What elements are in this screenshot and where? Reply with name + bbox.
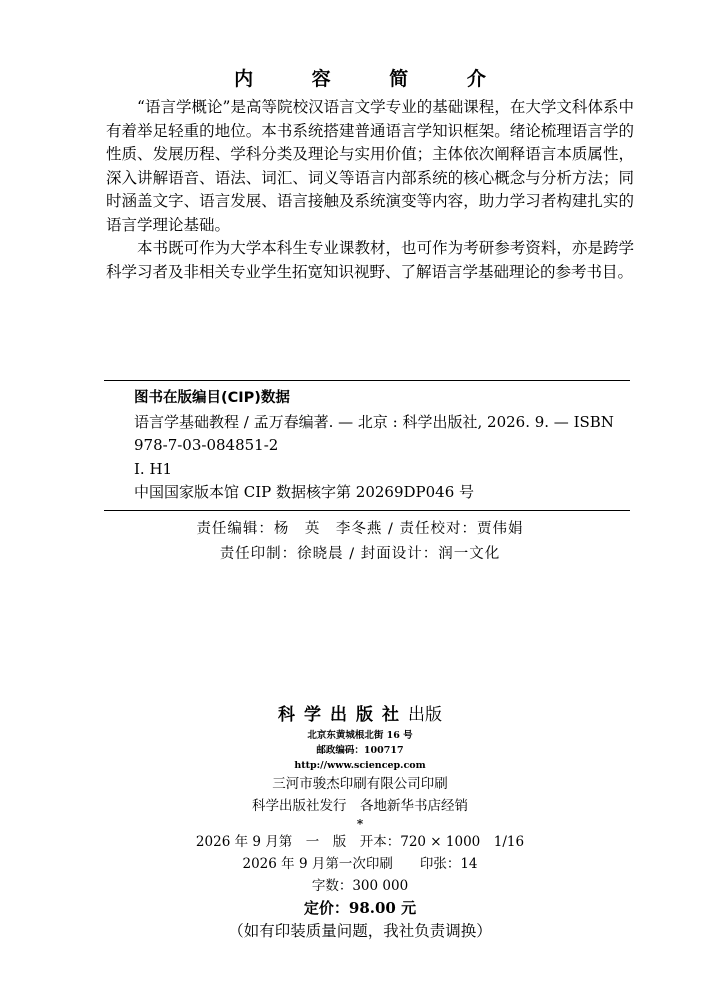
separator-star: * xyxy=(356,817,364,831)
credits-block xyxy=(0,517,720,567)
publisher-logo-text: 科学出版社 xyxy=(278,705,408,725)
summary-paragraph-2: 本书既可作为大学本科生专业课教材，也可作为考研参考资料，亦是跨学科学习者及非相关专业学生拓宽知识视野、了解语言学基础理论的参考书目。 xyxy=(106,239,634,281)
credits-line-2: 责任印制：徐晓晨 / 封面设计：润一文化 xyxy=(219,546,501,562)
publisher-line xyxy=(0,702,720,728)
cip-line-2: 978-7-03-084851-2 xyxy=(134,436,279,454)
publisher-suffix: 出版 xyxy=(408,705,442,725)
credits-line-1: 责任编辑：杨 英 李冬燕 / 责任校对：贾伟娟 xyxy=(196,521,524,537)
printing-line: 2026 年 9 月第一次印刷 印张：14 xyxy=(242,856,478,872)
summary-paragraph-1: “语言学概论”是高等院校汉语言文学专业的基础课程，在大学文科体系中有着举足轻重的地位。本书系统搭建普通语言学知识框架。绪论梳理语言学的性质、发展历程、学科分类及理论与实用价值；主体依次阐释语言本质属性，深入讲解语音、语法、词汇、词义等语言内部系统的核心概念与分析方法；同时涵盖文字、语言发展、语言接触及系统演变等内容，助力学习者构建扎实的语言学理论基础。 xyxy=(106,98,634,234)
cip-heading: 图书在版编目(CIP)数据 xyxy=(134,390,290,406)
publisher-address: 北京东黄城根北街 16 号 xyxy=(307,730,413,741)
page-title: 内 容 简 介 xyxy=(234,68,512,90)
price-line: 定价：98.00 元 xyxy=(303,899,417,917)
cip-line-3: I. H1 xyxy=(134,459,173,478)
content-summary xyxy=(106,96,634,284)
wordcount-line: 字数：300 000 xyxy=(311,878,409,894)
printer-line: 三河市骏杰印刷有限公司印刷 xyxy=(272,776,448,792)
edition-line: 2026 年 9 月第 一 版 开本：720 × 1000 1/16 xyxy=(195,834,525,850)
cip-block xyxy=(104,380,630,511)
publisher-website: http://www.sciencep.com xyxy=(294,760,426,771)
cip-line-4: 中国国家版本馆 CIP 数据核字第 20269DP046 号 xyxy=(134,483,475,501)
distribution-line: 科学出版社发行 各地新华书店经销 xyxy=(252,798,468,814)
cip-line-1: 语言学基础教程 / 孟万春编著. — 北京 : 科学出版社, 2026. 9. — ISBN xyxy=(134,412,614,431)
cip-bottom-rule xyxy=(104,510,630,511)
publication-info xyxy=(0,702,720,943)
publisher-postcode: 邮政编码：100717 xyxy=(316,745,404,756)
quality-note: （如有印装质量问题，我社负责调换） xyxy=(228,922,492,940)
